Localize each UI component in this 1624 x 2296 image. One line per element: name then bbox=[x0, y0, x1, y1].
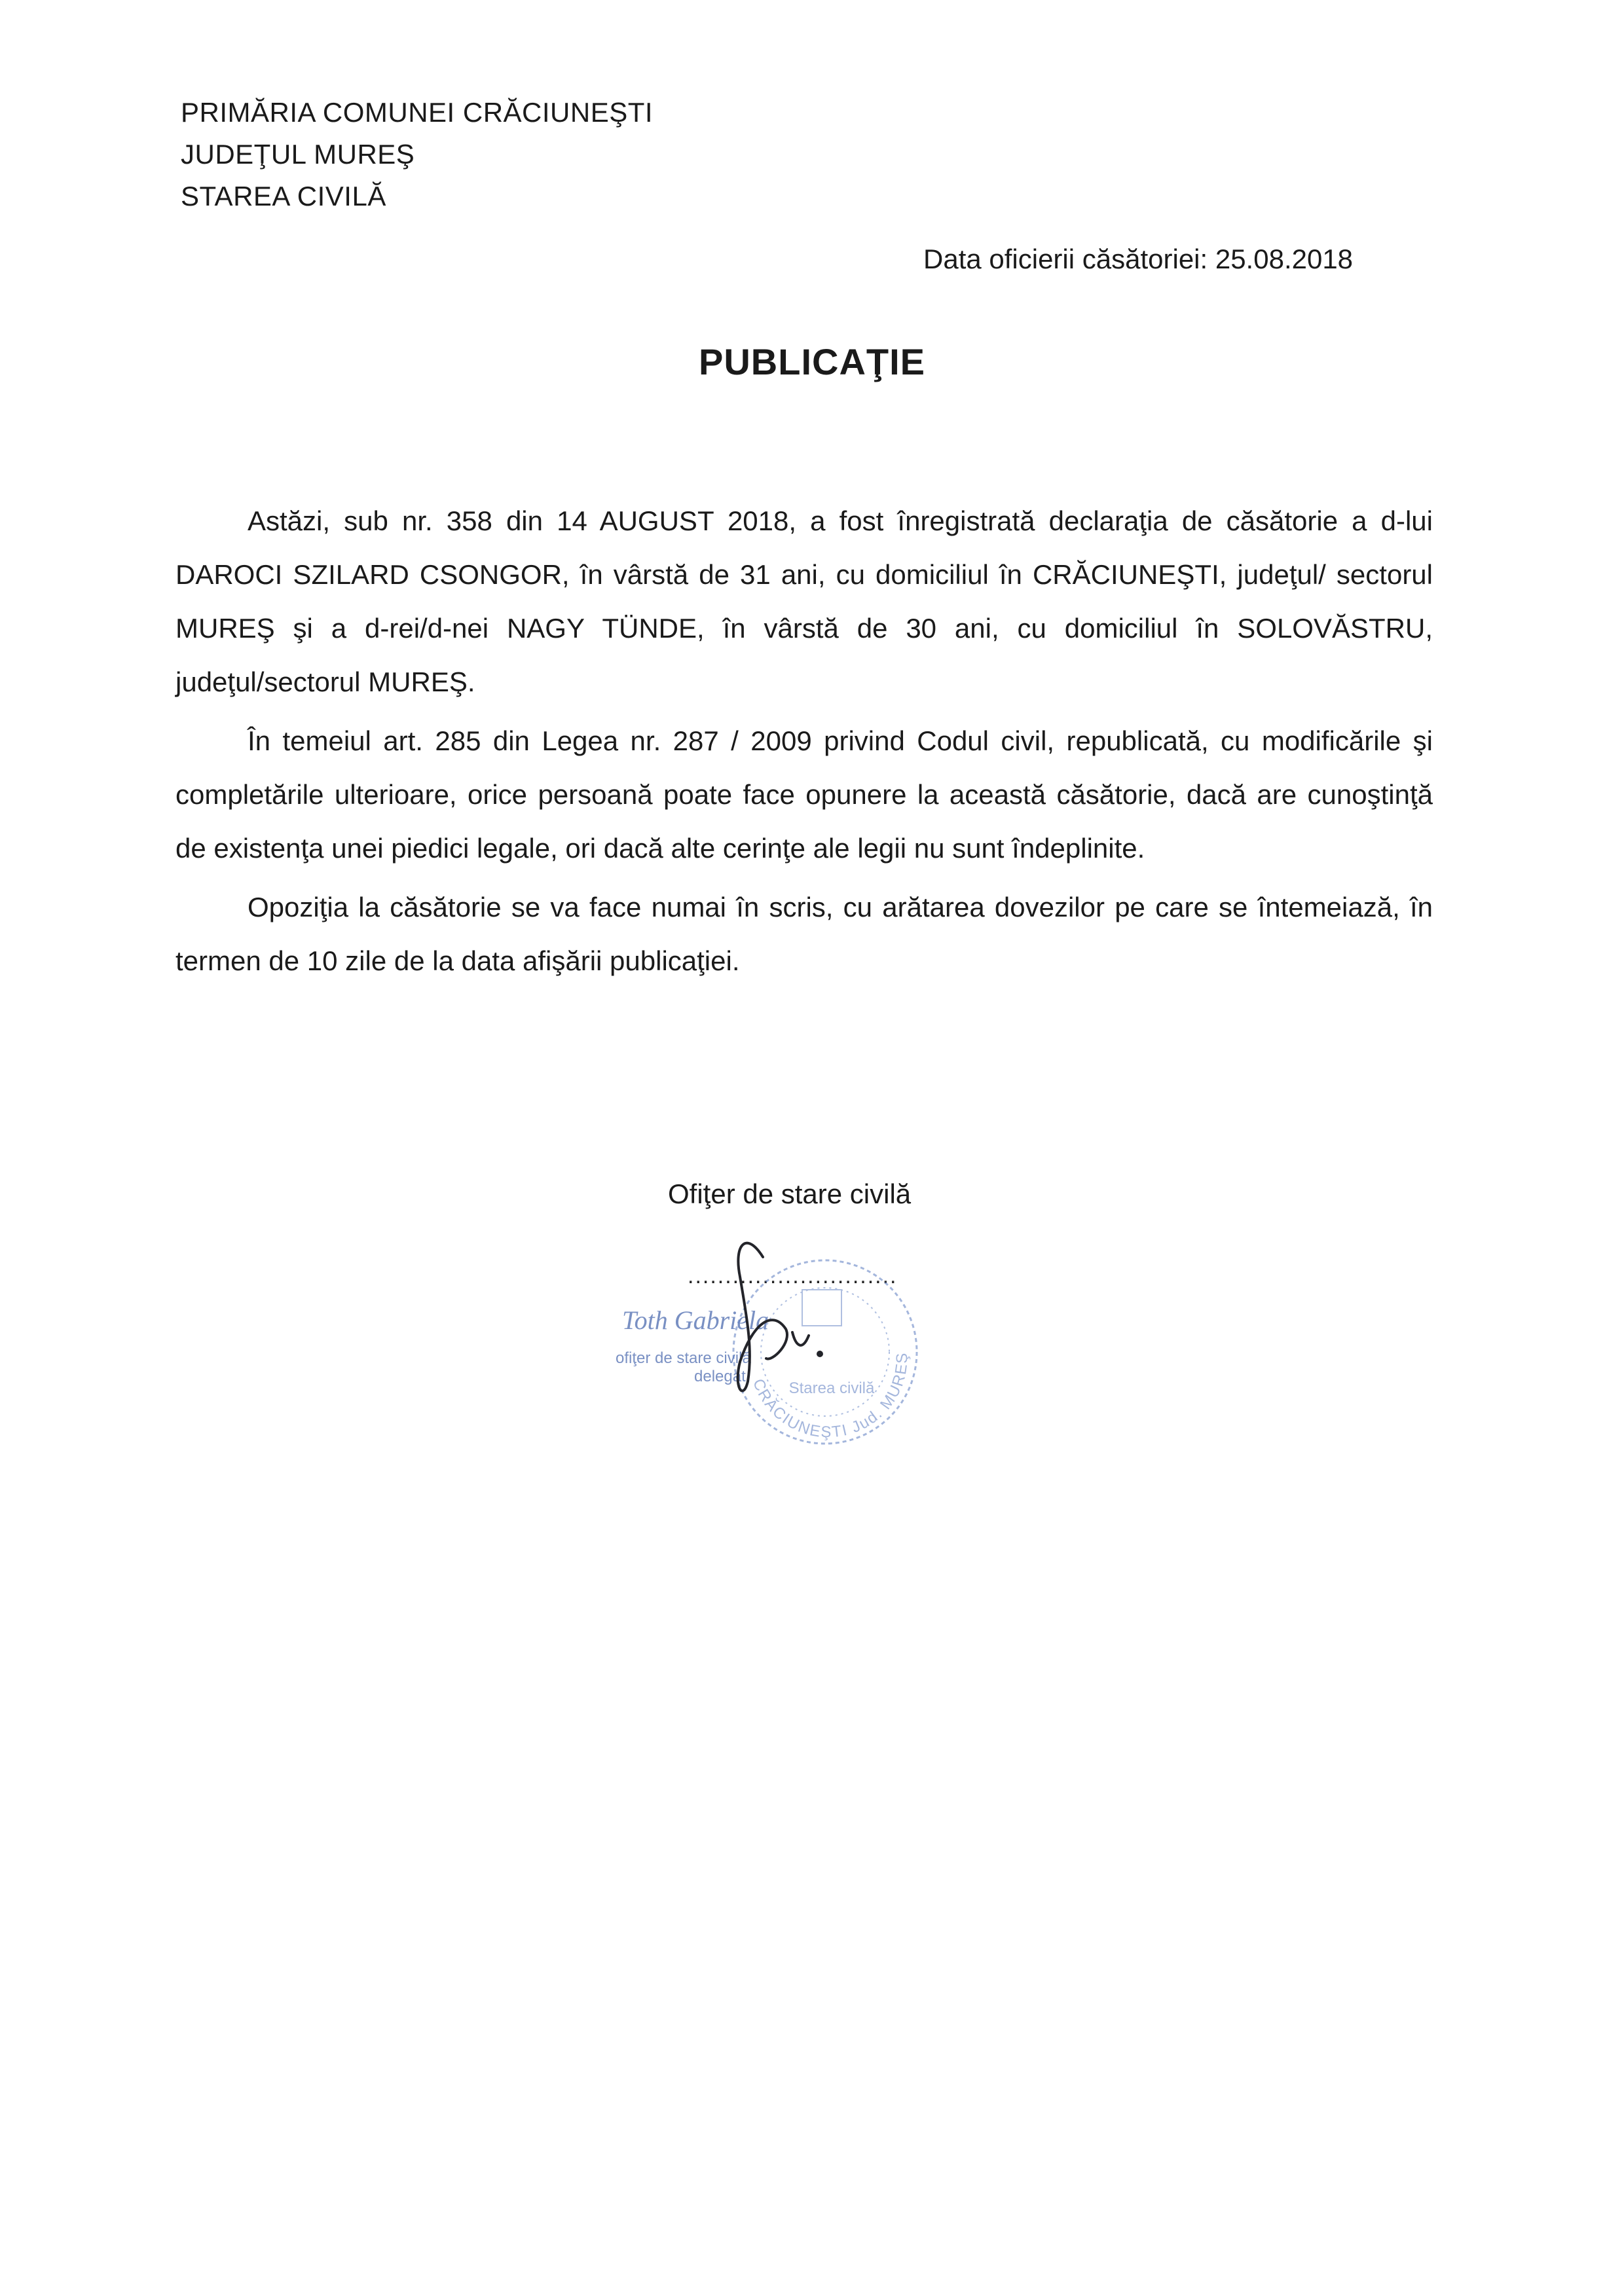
paragraph-opposition: Opoziţia la căsătorie se va face numai în scris, cu arătarea dovezilor pe care se întemeiază, în termen de 10 zile de la data afişării publicaţiei. bbox=[175, 892, 1433, 976]
seal-ring-text: CRĂCIUNEŞTI Jud. MUREŞ bbox=[749, 1351, 912, 1442]
institution-header bbox=[181, 92, 653, 217]
paragraph-declaration: Astăzi, sub nr. 358 din 14 AUGUST 2018, a fost înregistrată declaraţia de căsătorie a d-lui DAROCI SZILARD CSONGOR, în vârstă de 31 ani, cu domiciliul în CRĂCIUNEŞTI, judeţul/ sectorul MUREŞ şi a d-rei/d-nei NAGY TÜNDE, în vârstă de 30 ani, cu domiciliul în SOLOVĂSTRU, judeţul/sectorul MUREŞ. bbox=[175, 505, 1433, 697]
document-body bbox=[175, 494, 1433, 988]
marriage-date-line: Data oficierii căsătoriei: 25.08.2018 bbox=[923, 244, 1354, 274]
stamp-role-line1: ofiţer de stare civilă bbox=[616, 1349, 751, 1367]
header-line-municipality: PRIMĂRIA COMUNEI CRĂCIUNEŞTI bbox=[181, 97, 654, 128]
officer-label: Ofiţer de stare civilă bbox=[668, 1178, 912, 1209]
paragraph-legal-basis: În temeiul art. 285 din Legea nr. 287 / 2009 privind Codul civil, republicată, cu modificările şi completările ulterioare, orice persoană poate face opunere la această căsătorie, dacă are cunoştinţă de existenţa unei piedici legale, ori dacă alte cerinţe ale legii nu sunt îndeplinite. bbox=[175, 725, 1433, 864]
seal-center-text: Starea civilă bbox=[788, 1379, 875, 1397]
stamp-and-signature bbox=[576, 1218, 1035, 1493]
signature-block bbox=[616, 1178, 995, 1493]
stamp-role-line2: delegat bbox=[694, 1368, 746, 1385]
round-seal bbox=[733, 1260, 917, 1444]
stamp-name: Toth Gabriela bbox=[622, 1305, 769, 1335]
signature-dotted-line: ............................ bbox=[688, 1264, 898, 1288]
header-line-department: STAREA CIVILĂ bbox=[181, 181, 386, 211]
document-title: PUBLICAŢIE bbox=[699, 341, 925, 382]
header-line-county: JUDEŢUL MUREŞ bbox=[181, 139, 415, 170]
